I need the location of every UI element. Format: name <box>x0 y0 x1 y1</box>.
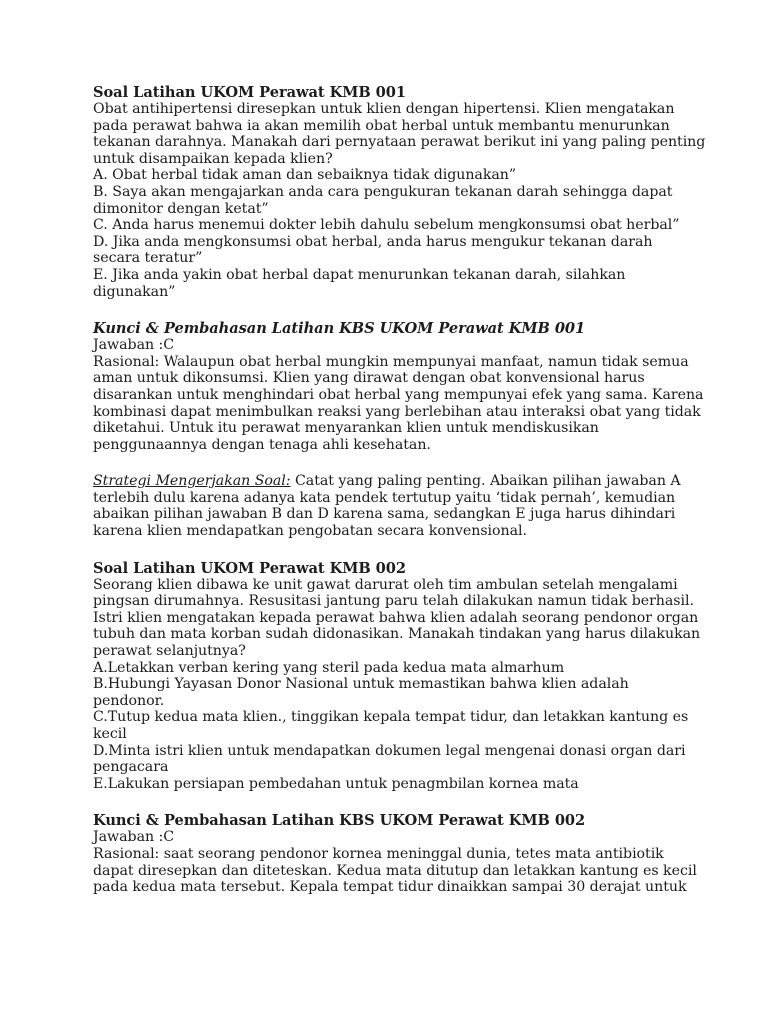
question-002-option: pengacara <box>93 759 169 776</box>
answer-key-001-rationale: kombinasi dapat menimbulkan reaksi yang berlebihan atau interaksi obat yang tidak <box>93 403 701 420</box>
question-001-line: Obat antihipertensi diresepkan untuk klien dengan hipertensi. Klien mengatakan <box>93 101 675 117</box>
question-002-line: tubuh dan mata korban sudah didonasikan. Manakah tindakan yang harus dilakukan <box>93 626 701 643</box>
question-001-option: B. Saya akan mengajarkan anda cara pengukuran tekanan darah sehingga dapat <box>93 183 673 200</box>
question-002-option: C.Tutup kedua mata klien., tinggikan kepala tempat tidur, dan letakkan kantung es <box>93 709 689 726</box>
answer-key-002-title: Kunci & Pembahasan Latihan KBS UKOM Perawat KMB 002 <box>93 812 586 830</box>
answer-key-001-title: Kunci & Pembahasan Latihan KBS UKOM Perawat KMB 001 <box>93 320 586 338</box>
answer-key-002-rationale: pada kedua mata tersebut. Kepala tempat tidur dinaikkan sampai 30 derajat untuk <box>93 879 687 896</box>
question-002 <box>93 559 701 793</box>
question-001-option: secara teratur” <box>93 250 203 267</box>
question-001-line: tekanan darahnya. Manakah dari pernyataan perawat berikut ini yang paling penting <box>93 134 706 151</box>
answer-key-001-rationale: penggunaannya dengan tenaga ahli kesehatan. <box>93 436 431 453</box>
strategy-label: Strategi Mengerjakan Soal: <box>93 473 291 490</box>
question-002-line: pingsan dirumahnya. Resusitasi jantung paru telah dilakukan namun tidak berhasil. <box>93 593 694 610</box>
question-001-option: A. Obat herbal tidak aman dan sebaiknya tidak digunakan” <box>93 167 517 184</box>
question-001-option: E. Jika anda yakin obat herbal dapat menurunkan tekanan darah, silahkan <box>93 266 626 283</box>
question-002-option: kecil <box>93 726 127 742</box>
question-001-title: Soal Latihan UKOM Perawat KMB 001 <box>93 84 406 101</box>
answer-key-001-rationale: Rasional: Walaupun obat herbal mungkin mempunyai manfaat, namun tidak semua <box>93 353 689 370</box>
strategy-paragraph <box>93 473 681 490</box>
answer-key-002-rationale: dapat diresepkan dan diteteskan. Kedua mata ditutup dan letakkan kantung es kecil <box>93 862 697 879</box>
strategy-line: abaikan pilihan jawaban B dan D karena sama, sedangkan E juga harus dihindari <box>93 506 676 523</box>
question-001-line: pada perawat bahwa ia akan memilih obat herbal untuk membantu menurunkan <box>93 117 670 134</box>
question-002-title: Soal Latihan UKOM Perawat KMB 002 <box>93 559 406 577</box>
answer-key-002 <box>93 812 697 896</box>
question-002-option: B.Hubungi Yayasan Donor Nasional untuk memastikan bahwa klien adalah <box>93 676 629 693</box>
answer-key-001 <box>93 320 704 540</box>
question-002-line: perawat selanjutnya? <box>93 643 246 660</box>
question-001 <box>93 84 706 300</box>
question-001-option: digunakan” <box>93 283 176 300</box>
question-001-option: dimonitor dengan ketat” <box>93 200 269 217</box>
answer-key-001-rationale: diketahui. Untuk itu perawat menyarankan klien untuk mendiskusikan <box>93 420 599 437</box>
answer-key-001-answer: Jawaban :C <box>93 337 175 354</box>
answer-key-002-answer: Jawaban :C <box>93 829 175 846</box>
question-001-option: C. Anda harus menemui dokter lebih dahulu sebelum mengkonsumsi obat herbal” <box>93 217 680 234</box>
question-002-option: A.Letakkan verban kering yang steril pada kedua mata almarhum <box>93 659 565 676</box>
answer-key-001-rationale: disarankan untuk menghindari obat herbal yang mempunyai efek yang sama. Karena <box>93 386 704 403</box>
question-002-line: Istri klien mengatakan kepada perawat bahwa klien adalah seorang pendonor organ <box>93 609 699 626</box>
question-001-option: D. Jika anda mengkonsumsi obat herbal, anda harus mengukur tekanan darah <box>93 233 653 250</box>
question-002-option: E.Lakukan persiapan pembedahan untuk penagmbilan kornea mata <box>93 775 579 792</box>
strategy-text: Catat yang paling penting. Abaikan pilihan jawaban A <box>290 473 681 490</box>
question-002-line: Seorang klien dibawa ke unit gawat darurat oleh tim ambulan setelah mengalami <box>93 576 678 593</box>
strategy-line: terlebih dulu karena adanya kata pendek tertutup yaitu ‘tidak pernah’, kemudian <box>93 489 676 506</box>
question-001-line: untuk disampaikan kepada klien? <box>93 150 333 167</box>
strategy-line: karena klien mendapatkan pengobatan secara konvensional. <box>93 523 527 540</box>
answer-key-002-rationale: Rasional: saat seorang pendonor kornea meninggal dunia, tetes mata antibiotik <box>93 845 664 862</box>
answer-key-001-rationale: aman untuk dikonsumsi. Klien yang dirawat dengan obat konvensional harus <box>93 370 645 387</box>
question-002-option: pendonor. <box>93 692 165 709</box>
question-002-option: D.Minta istri klien untuk mendapatkan dokumen legal mengenai donasi organ dari <box>93 742 686 759</box>
